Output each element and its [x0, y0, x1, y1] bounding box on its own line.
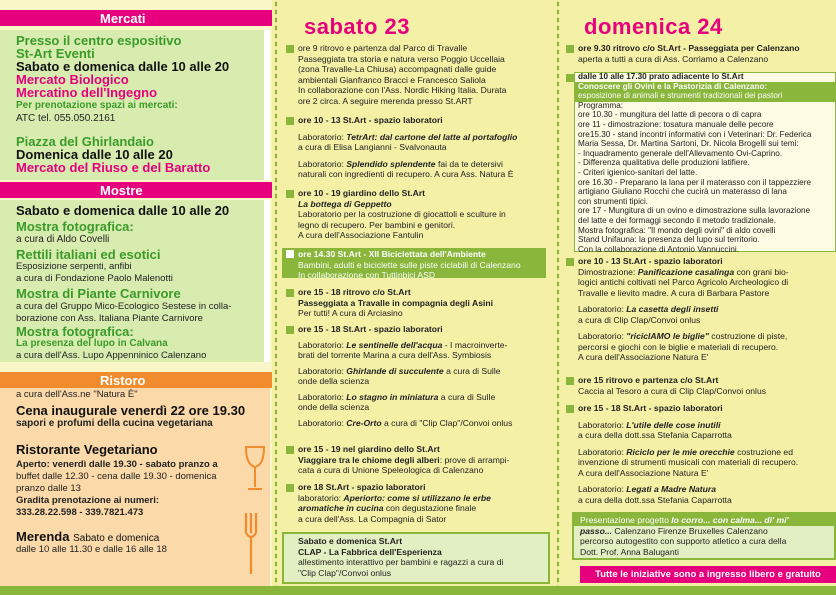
mostre-line: a cura dell'Ass. Lupo Appenninico Calenzano — [16, 350, 207, 361]
lab-label: Laboratorio: — [298, 365, 347, 376]
event-line: ore 9 ritrovo e partenza dal Parco di Travalle — [298, 43, 468, 53]
ristoro-line: Ristorante Vegetariano — [16, 442, 158, 457]
event-title: Passeggiata a Travalle in compagnia degli Asini — [298, 297, 494, 308]
event-line: aperta a tutti a cura di Ass. Corriamo a Calenzano — [578, 53, 769, 64]
lab-label: Laboratorio: — [298, 339, 347, 350]
bullet — [566, 45, 574, 53]
mercati-line: Sabato e domenica dalle 10 alle 20 — [16, 59, 230, 74]
event-heading: ore 9.30 ritrovo c/o St.Art - Passeggiata per Calenzano — [578, 43, 800, 53]
lab-desc: costruzione di piste, — [708, 331, 788, 341]
event-line: (zona Travalle-La Chiusa) accompagnati dalle guide — [298, 64, 497, 74]
event-line: In collaborazione con Tuttinbici ASD — [298, 270, 436, 280]
event-heading: ore 15 - 18 St.Art - spazio laboratori — [298, 324, 443, 334]
mercati-line: St-Art Eventi — [16, 46, 95, 61]
event-line: Caccia al Tesoro a cura di Clip Clap/Convoi onlus — [578, 385, 767, 396]
event-title: Conoscere gli Ovini e la Pastorizia di Calenzano: — [578, 81, 768, 91]
lab-credit: naturali con ingredienti di recupero. A cura Ass. Natura È — [298, 169, 514, 179]
event-walk — [298, 43, 554, 106]
event-line: In collaborazione con l'Ass. Nordic Hiking Italia. Durata — [298, 85, 507, 95]
project-title: passo... — [580, 525, 612, 536]
lab-label: laboratorio: — [298, 492, 344, 503]
event-desc: : prove di arrampi- — [439, 454, 510, 465]
lab-credit: brati del torrente Marina a cura dell'Ass. Symbiosis — [298, 350, 492, 360]
mostre-line: borazione con Ass. Italiana Piante Carnivore — [16, 313, 203, 324]
event-aperiorto — [298, 482, 554, 524]
event-line: ambientali Gianfranco Bracci e Francesco Saliola — [298, 74, 486, 85]
mostre-line: Mostra di Piante Carnivore — [16, 286, 181, 301]
bullet — [566, 377, 574, 385]
lab-credit: a cura della dott.ssa Stefania Caparrotta — [578, 430, 732, 440]
event-line: con strumenti tipici. — [578, 196, 649, 206]
lab-credit: onde della scienza — [298, 376, 370, 386]
project-title: Io corro... con calma... di' mi' — [671, 515, 789, 525]
event-line: Con la collaborazione di Antonio Vannuccini. — [578, 244, 739, 254]
event-line: ore 16.30 - Preparano la lana per il materasso con il tappezziere — [578, 177, 812, 187]
lab-title: Le sentinelle dell'acqua — [346, 339, 443, 350]
mostre-header: Mostre — [0, 182, 272, 198]
ristoro-line: dalle 10 alle 11.30 e dalle 16 alle 18 — [16, 544, 167, 555]
event-line: ore 2 circa. A seguire merenda presso St.ART — [298, 95, 473, 106]
event-line: Passeggiata tra storia e natura verso Poggio Uccellaia — [298, 53, 505, 64]
event-line: A cura dell'Associazione Natura E' — [578, 467, 709, 478]
lab-label: Laboratorio: — [578, 484, 627, 494]
domenica-column — [560, 0, 836, 595]
event-line: cata a cura di Unione Speleologica di Calenzano — [298, 465, 484, 475]
ristoro-line: Aperto: venerdì dalle 19.30 - sabato pranzo a — [16, 459, 218, 470]
lab-desc: - I macroinverte- — [442, 339, 508, 350]
lab-title: "riciclAMO le biglie" — [626, 331, 709, 341]
event-line: Maria Sessa, Dr. Martina Sartoni, Dr. Nicola Brogelli sui temi: — [578, 139, 799, 149]
event-heading: ore 15 ritrovo e partenza c/o St.Art — [578, 375, 719, 385]
lab-desc: con grani bio- — [734, 266, 789, 277]
mercati-header: Mercati — [0, 10, 272, 26]
event-line: percorsi e giochi con le biglie e materiali di recupero. — [578, 341, 779, 352]
left-column — [0, 0, 272, 595]
event-heading: ore 10 - 13 St.Art - spazio laboratori — [578, 256, 723, 266]
event-ovini — [578, 72, 834, 254]
merenda-days: Sabato e domenica — [73, 533, 160, 544]
event-title: CLAP - La Fabbrica dell'Esperienza — [298, 546, 442, 557]
mostre-line: Sabato e domenica dalle 10 alle 20 — [16, 203, 230, 218]
lab-desc: a cura di Sulle — [443, 365, 501, 376]
mercati-line: Mercatino dell'Ingegno — [16, 85, 158, 100]
bullet — [286, 326, 294, 334]
event-passeggiata — [578, 43, 836, 64]
ristoro-line: sapori e profumi della cucina vegetariana — [16, 418, 213, 429]
sabato-column — [278, 0, 554, 595]
event-line: Programma: — [578, 100, 624, 110]
event-caccia — [578, 375, 836, 396]
ristoro-line: a cura dell'Ass.ne "Natura È" — [16, 389, 138, 400]
lab-label: Laboratorio: — [298, 131, 347, 142]
lab-credit: onde della scienza — [298, 402, 370, 412]
event-alberi — [298, 444, 554, 476]
lab-label: Laboratorio: — [578, 304, 627, 314]
event-geppetto — [298, 188, 554, 241]
lab-credit: a cura di Clip Clap/Convoi onlus — [578, 314, 701, 325]
event-heading: ore 15 - 19 nel giardino dello St.Art — [298, 444, 440, 454]
fork-icon — [238, 508, 268, 578]
lab-title: Aperiorto: come si utilizzano le erbe — [343, 492, 491, 503]
event-heading: ore 18 St.Art - spazio laboratori — [298, 482, 426, 492]
mostre-box — [0, 200, 270, 362]
ristoro-line — [16, 530, 159, 544]
lab-title: Panificazione casalinga — [637, 266, 735, 277]
bullet — [566, 405, 574, 413]
bullet — [286, 190, 294, 198]
event-labs-afternoon — [298, 324, 554, 428]
ristoro-line: buffet dalle 12.30 - cena dalle 19.30 - domenica — [16, 471, 217, 482]
event-line: - Differenza qualitativa delle produzioni latifiere. — [578, 158, 750, 168]
bottom-grass-strip — [0, 586, 836, 595]
ristoro-line: Cena inaugurale venerdì 22 ore 19.30 — [16, 403, 246, 418]
lab-label: Laboratorio: — [298, 417, 347, 428]
lab-credit: a cura dell'Ass. La Compagnia di Sator — [298, 513, 447, 524]
lab-title: Cre-Orto — [346, 417, 382, 428]
mercati-line: Mercato Biologico — [16, 72, 129, 87]
ristoro-box — [0, 388, 270, 588]
mostre-line: Mostra fotografica: — [16, 219, 134, 234]
lab-title: L'utile delle cose inutili — [626, 419, 721, 430]
mercati-line: ATC tel. 055.050.2161 — [16, 113, 116, 124]
bullet — [286, 289, 294, 297]
event-labs-morning-dom — [578, 256, 836, 363]
lab-desc: con degustazione finale — [383, 503, 477, 513]
event-line: esposizione di animali e strumenti tradizionali dei pastori — [578, 91, 783, 101]
event-heading: ore 15 - 18 ritrovo c/o St.Art — [298, 287, 411, 297]
mercati-line: Mercato del Riuso e del Baratto — [16, 160, 211, 175]
mercati-box — [0, 30, 270, 180]
event-heading: dalle 10 alle 17.30 prato adiacente lo St.Art — [578, 72, 744, 81]
bullet — [286, 484, 294, 492]
wine-glass-icon — [243, 443, 267, 495]
event-heading: ore 10 - 19 giardino dello St.Art — [298, 188, 426, 198]
event-line: Per tutti! A cura di Arciasino — [298, 308, 403, 318]
event-heading: ore 10 - 13 St.Art - spazio laboratori — [298, 115, 443, 125]
event-line: A cura dell'Associazione Natura E' — [578, 352, 709, 362]
mostre-line: Mostra fotografica: — [16, 324, 134, 339]
bullet — [566, 258, 574, 266]
merenda-title: Merenda — [16, 529, 70, 544]
event-line: ore 11 - dimostrazione: tosatura manuale delle pecore — [578, 119, 774, 129]
lab-credit: a cura di Elisa Langianni - Svalvonauta — [298, 142, 447, 152]
event-line: ore 10.30 - mungitura del latte di pecora o di capra — [578, 110, 762, 120]
mostre-line: a cura del Gruppo Mico-Ecologico Sestese in colla- — [16, 301, 232, 312]
mostre-line: a cura di Fondazione Paolo Malenotti — [16, 273, 173, 284]
bullet — [286, 446, 294, 454]
clap-box — [282, 532, 550, 584]
event-line: allestimento interattivo per bambini e ragazzi a cura di — [298, 557, 504, 567]
lab-label: Laboratorio: — [298, 391, 347, 402]
event-asini — [298, 287, 554, 319]
ristoro-line: Gradita prenotazione ai numeri: — [16, 495, 160, 506]
event-line: - Inquadramento generale dell'Allevamento Ovi-Caprino. — [578, 148, 783, 158]
mostre-line: La presenza del lupo in Calvana — [16, 338, 168, 349]
ristoro-line: pranzo dalle 13 — [16, 483, 81, 494]
mostre-line: Rettili italiani ed esotici — [16, 247, 161, 262]
lab-title: La casetta degli insetti — [626, 304, 719, 314]
event-line: Bambini, adulti e biciclette sulle piste ciclabili di Calenzano — [298, 259, 521, 270]
lab-desc: costruzione ed — [734, 446, 793, 457]
bullet — [286, 117, 294, 125]
event-line: - Criteri igienico-sanitari del latte. — [578, 167, 698, 177]
sabato-title: sabato 23 — [304, 14, 410, 39]
footer-free-entry: Tutte le iniziative sono a ingresso libero e gratuito — [580, 566, 836, 583]
bullet — [286, 45, 294, 53]
progetto-box — [572, 512, 836, 560]
ristoro-line: 333.28.22.598 - 339.7821.473 — [16, 507, 144, 518]
lab-desc: fai da te detersivi — [435, 158, 503, 169]
event-line: logici antichi coltivati nel Parco Agricolo Archeologico di — [578, 277, 789, 287]
project-desc: Calenzano Firenze Bruxelles Calenzano — [612, 525, 768, 536]
lab-label: Laboratorio: — [578, 446, 627, 457]
project-label: Presentazione progetto — [580, 515, 672, 525]
lab-title: Riciclo per le mie orecchie — [626, 446, 735, 457]
lab-label: Dimostrazione: — [578, 266, 638, 277]
event-line: Stand Unifauna: la presenza del lupo sul territorio. — [578, 235, 760, 245]
mercati-line: Per prenotazione spazi ai mercati: — [16, 100, 178, 111]
lab-title: Legati a Madre Natura — [626, 484, 717, 494]
bullet — [566, 74, 574, 82]
lab-label: Laboratorio: — [298, 158, 347, 169]
event-line: A cura dell'Associazione Fantulin — [298, 230, 424, 240]
mercati-line: Domenica dalle 10 alle 20 — [16, 147, 173, 162]
lab-title: aromatiche in cucina — [298, 503, 384, 513]
event-labs-afternoon-dom — [578, 403, 836, 505]
event-clap — [298, 536, 548, 578]
event-line: "Clip Clap"/Convoi onlus — [298, 567, 392, 578]
mostre-line: a cura di Aldo Covelli — [16, 234, 110, 245]
lab-label: Laboratorio: — [578, 331, 627, 341]
lab-desc: a cura di Sulle — [438, 391, 496, 402]
event-line: Dott. Prof. Anna Baluganti — [580, 546, 679, 557]
event-line: ore15.30 - stand incontri informativi con i Veterinari: Dr. Federica — [578, 129, 812, 139]
lab-label: Laboratorio: — [578, 419, 627, 430]
ristoro-header: Ristoro — [0, 372, 272, 388]
event-line: artigiano Giuliano Rocchi che cucirà un materasso di lana — [578, 187, 787, 197]
lab-title: Splendido splendente — [346, 158, 436, 169]
lab-title: TetrArt: dal cartone del latte al portafoglio — [346, 131, 518, 142]
lab-title: Ghirlande di succulente — [346, 365, 444, 376]
mercati-line: Piazza del Ghirlandaio — [16, 134, 154, 149]
lab-title: Lo stagno in miniatura — [346, 391, 439, 402]
event-biciclettata — [298, 249, 548, 281]
event-labs-morning — [298, 115, 554, 180]
lab-credit: a cura della dott.ssa Stefania Caparrotta — [578, 494, 732, 505]
event-line: Laboratorio per la costruzione di giocattoli e sculture in — [298, 209, 506, 219]
lab-desc: a cura di "Clip Clap"/Convoi onlus — [381, 417, 513, 428]
bullet — [286, 250, 294, 258]
event-line: legno di recupero. Per bambini e genitori. — [298, 219, 456, 230]
event-heading: ore 14.30 St.Art - XII Biciclettata dell'Ambiente — [298, 249, 486, 259]
event-heading: Sabato e domenica St.Art — [298, 536, 403, 546]
event-title: Viaggiare tra le chiome degli alberi — [298, 454, 440, 465]
event-line: invenzione di strumenti musicali con materiali di recupero. — [578, 457, 799, 467]
domenica-title: domenica 24 — [584, 14, 723, 39]
event-title: La bottega di Geppetto — [298, 198, 392, 209]
mercati-line: Presso il centro espositivo — [16, 33, 182, 48]
event-line: percorso autogestito con supporto atletico a cura della — [580, 536, 787, 546]
event-line: del latte e dei formaggi secondo il metodo tradizionale. — [578, 215, 776, 225]
mostre-line: Esposizione serpenti, anfibi — [16, 261, 132, 272]
event-line: Mostra fotografica: "Il mondo degli ovini" di aldo covelli — [578, 225, 776, 235]
event-heading: ore 15 - 18 St.Art - spazio laboratori — [578, 403, 723, 413]
event-line: Travalle e lievito madre. A cura di Barbara Pastore — [578, 287, 770, 298]
event-progetto — [580, 515, 834, 557]
event-line: ore 17 - Mungitura di un ovino e dimostrazione sulla lavorazione — [578, 206, 811, 216]
